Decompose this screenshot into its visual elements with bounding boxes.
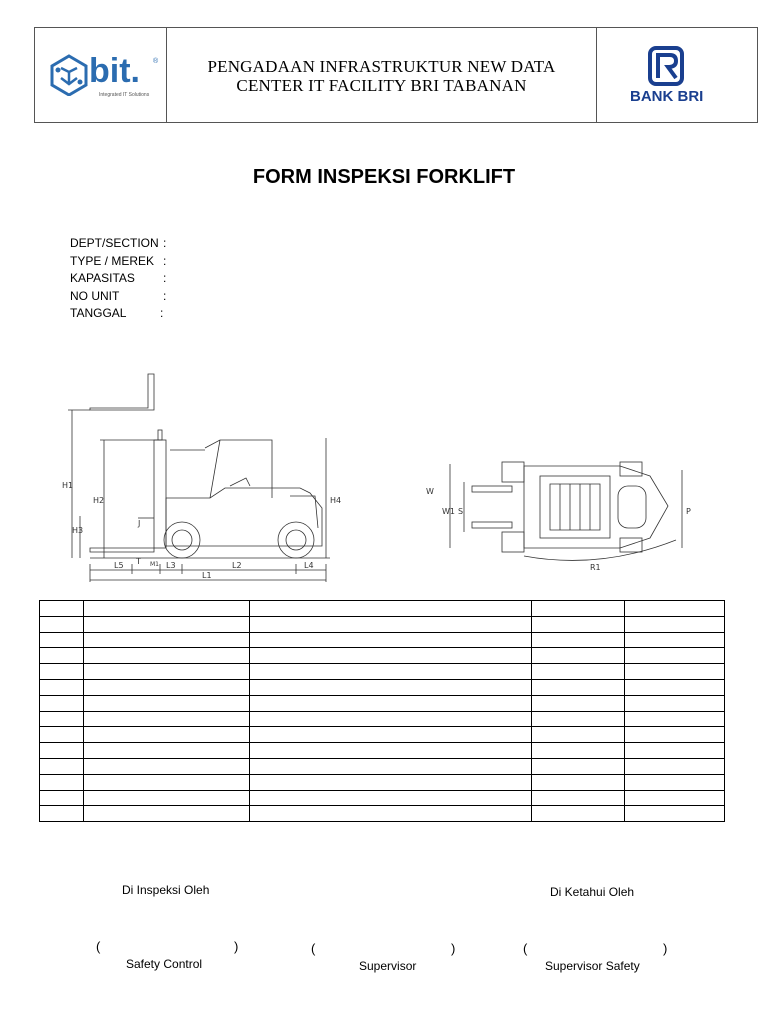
- field-tanggal: [70, 306, 163, 320]
- table-cell[interactable]: [249, 695, 532, 711]
- dim-label-s: S: [458, 507, 464, 516]
- bank-logo-text: BANK BRI: [630, 88, 704, 105]
- table-cell[interactable]: [625, 711, 725, 727]
- registered-mark: ®: [153, 58, 159, 65]
- table-cell[interactable]: [249, 774, 532, 790]
- dim-label-t: T: [136, 557, 141, 566]
- table-cell[interactable]: [532, 790, 625, 806]
- table-row: [40, 632, 725, 648]
- inspection-table-body: [40, 601, 725, 822]
- dim-label-r1: R1: [590, 563, 601, 572]
- dim-label-h3: H3: [72, 526, 84, 535]
- table-cell[interactable]: [532, 601, 625, 617]
- bit-logo-text: bit.: [89, 52, 140, 90]
- signature-close-paren: ): [663, 941, 668, 956]
- table-cell[interactable]: [83, 806, 249, 822]
- table-cell[interactable]: [625, 774, 725, 790]
- field-separator: :: [163, 271, 167, 285]
- table-cell[interactable]: [40, 632, 84, 648]
- table-cell[interactable]: [625, 679, 725, 695]
- table-row: [40, 727, 725, 743]
- acknowledged-by-label: Di Ketahui Oleh: [550, 885, 635, 899]
- company-tagline: Integrated IT Solutions: [99, 92, 150, 98]
- dim-label-j: J: [138, 519, 141, 528]
- table-cell[interactable]: [83, 727, 249, 743]
- dim-label-l1: L1: [202, 571, 212, 580]
- table-cell[interactable]: [249, 790, 532, 806]
- table-cell[interactable]: [83, 790, 249, 806]
- table-cell[interactable]: [83, 632, 249, 648]
- company-logo-cell: [35, 28, 167, 122]
- role-safety-control: Safety Control: [126, 957, 203, 971]
- table-cell[interactable]: [40, 758, 84, 774]
- table-row: [40, 695, 725, 711]
- forklift-side-view-diagram: [60, 368, 350, 590]
- table-cell[interactable]: [625, 648, 725, 664]
- field-dept-section: [70, 236, 166, 250]
- table-cell[interactable]: [532, 632, 625, 648]
- table-cell[interactable]: [625, 727, 725, 743]
- forklift-top-view-diagram: [420, 456, 710, 574]
- project-title-line1: PENGADAAN INFRASTRUKTUR NEW DATA: [207, 57, 556, 76]
- dim-label-l3: L3: [166, 561, 176, 570]
- table-row: [40, 758, 725, 774]
- table-cell[interactable]: [40, 664, 84, 680]
- table-cell[interactable]: [532, 727, 625, 743]
- table-cell[interactable]: [40, 806, 84, 822]
- table-cell[interactable]: [532, 679, 625, 695]
- table-cell[interactable]: [83, 711, 249, 727]
- signature-open-paren: (: [523, 941, 528, 956]
- field-kapasitas: [70, 271, 166, 285]
- table-cell[interactable]: [532, 711, 625, 727]
- table-cell[interactable]: [625, 695, 725, 711]
- table-cell[interactable]: [83, 648, 249, 664]
- table-row: [40, 711, 725, 727]
- dim-label-l4: L4: [304, 561, 314, 570]
- table-cell[interactable]: [249, 616, 532, 632]
- table-cell[interactable]: [532, 695, 625, 711]
- dim-label-h2: H2: [93, 496, 105, 505]
- table-cell[interactable]: [40, 616, 84, 632]
- role-supervisor: Supervisor: [359, 959, 417, 973]
- field-separator: :: [163, 289, 167, 303]
- bit-logo-icon: [49, 54, 89, 96]
- table-cell[interactable]: [532, 616, 625, 632]
- field-separator: :: [163, 236, 167, 250]
- document-header: [34, 27, 758, 123]
- table-cell[interactable]: [40, 790, 84, 806]
- table-cell[interactable]: [625, 616, 725, 632]
- inspected-by-label: Di Inspeksi Oleh: [122, 883, 210, 897]
- field-type-merek: [70, 254, 166, 268]
- field-separator: :: [160, 306, 164, 320]
- table-cell[interactable]: [40, 711, 84, 727]
- bank-logo-cell: [597, 28, 757, 122]
- table-row: [40, 806, 725, 822]
- table-cell[interactable]: [532, 758, 625, 774]
- dim-label-w1: W1: [442, 507, 455, 516]
- table-cell[interactable]: [625, 601, 725, 617]
- table-cell[interactable]: [532, 664, 625, 680]
- table-cell[interactable]: [40, 695, 84, 711]
- role-supervisor-safety: Supervisor Safety: [545, 959, 640, 973]
- table-cell[interactable]: [249, 632, 532, 648]
- table-row: [40, 743, 725, 759]
- table-cell[interactable]: [249, 664, 532, 680]
- table-cell[interactable]: [40, 601, 84, 617]
- table-cell[interactable]: [532, 774, 625, 790]
- table-cell[interactable]: [83, 695, 249, 711]
- table-cell[interactable]: [83, 743, 249, 759]
- table-cell[interactable]: [249, 679, 532, 695]
- table-cell[interactable]: [83, 601, 249, 617]
- dim-label-l2: L2: [232, 561, 242, 570]
- table-cell[interactable]: [249, 743, 532, 759]
- field-label: NO UNIT: [70, 289, 120, 303]
- signature-open-paren: (: [96, 939, 101, 954]
- dim-label-p: P: [686, 507, 691, 516]
- field-label: TYPE / MEREK: [70, 254, 155, 268]
- field-label: DEPT/SECTION: [70, 236, 159, 250]
- dim-label-h4: H4: [330, 496, 342, 505]
- dim-label-w: W: [426, 487, 434, 496]
- form-title: FORM INSPEKSI FORKLIFT: [252, 166, 516, 188]
- signature-open-paren: (: [311, 941, 316, 956]
- signature-close-paren: ): [234, 939, 239, 954]
- dim-label-l5: L5: [114, 561, 124, 570]
- table-cell[interactable]: [625, 806, 725, 822]
- inspection-table: [39, 600, 725, 822]
- table-cell[interactable]: [40, 679, 84, 695]
- table-row: [40, 679, 725, 695]
- table-cell[interactable]: [83, 758, 249, 774]
- table-cell[interactable]: [40, 774, 84, 790]
- table-row: [40, 616, 725, 632]
- table-cell[interactable]: [249, 601, 532, 617]
- table-row: [40, 601, 725, 617]
- table-cell[interactable]: [83, 616, 249, 632]
- table-row: [40, 790, 725, 806]
- table-cell[interactable]: [625, 758, 725, 774]
- table-cell[interactable]: [249, 758, 532, 774]
- table-cell[interactable]: [625, 664, 725, 680]
- table-cell[interactable]: [40, 648, 84, 664]
- table-cell[interactable]: [532, 806, 625, 822]
- table-cell[interactable]: [625, 743, 725, 759]
- field-no-unit: [70, 289, 166, 303]
- project-title-cell: [167, 28, 597, 122]
- field-label: TANGGAL: [70, 306, 127, 320]
- table-cell[interactable]: [40, 743, 84, 759]
- table-cell[interactable]: [249, 648, 532, 664]
- table-cell[interactable]: [83, 679, 249, 695]
- table-cell[interactable]: [83, 664, 249, 680]
- table-row: [40, 664, 725, 680]
- signature-close-paren: ): [451, 941, 456, 956]
- table-cell[interactable]: [532, 648, 625, 664]
- table-cell[interactable]: [532, 743, 625, 759]
- dim-label-m1: M1: [150, 561, 159, 568]
- table-row: [40, 648, 725, 664]
- table-cell[interactable]: [625, 632, 725, 648]
- bri-logo-icon: [648, 46, 684, 86]
- table-cell[interactable]: [249, 806, 532, 822]
- project-title-line2: CENTER IT FACILITY BRI TABANAN: [236, 76, 527, 95]
- table-cell[interactable]: [40, 727, 84, 743]
- field-label: KAPASITAS: [70, 271, 135, 285]
- table-cell[interactable]: [83, 774, 249, 790]
- table-cell[interactable]: [249, 727, 532, 743]
- table-cell[interactable]: [625, 790, 725, 806]
- field-separator: :: [163, 254, 167, 268]
- table-row: [40, 774, 725, 790]
- dim-label-h1: H1: [62, 481, 74, 490]
- table-cell[interactable]: [249, 711, 532, 727]
